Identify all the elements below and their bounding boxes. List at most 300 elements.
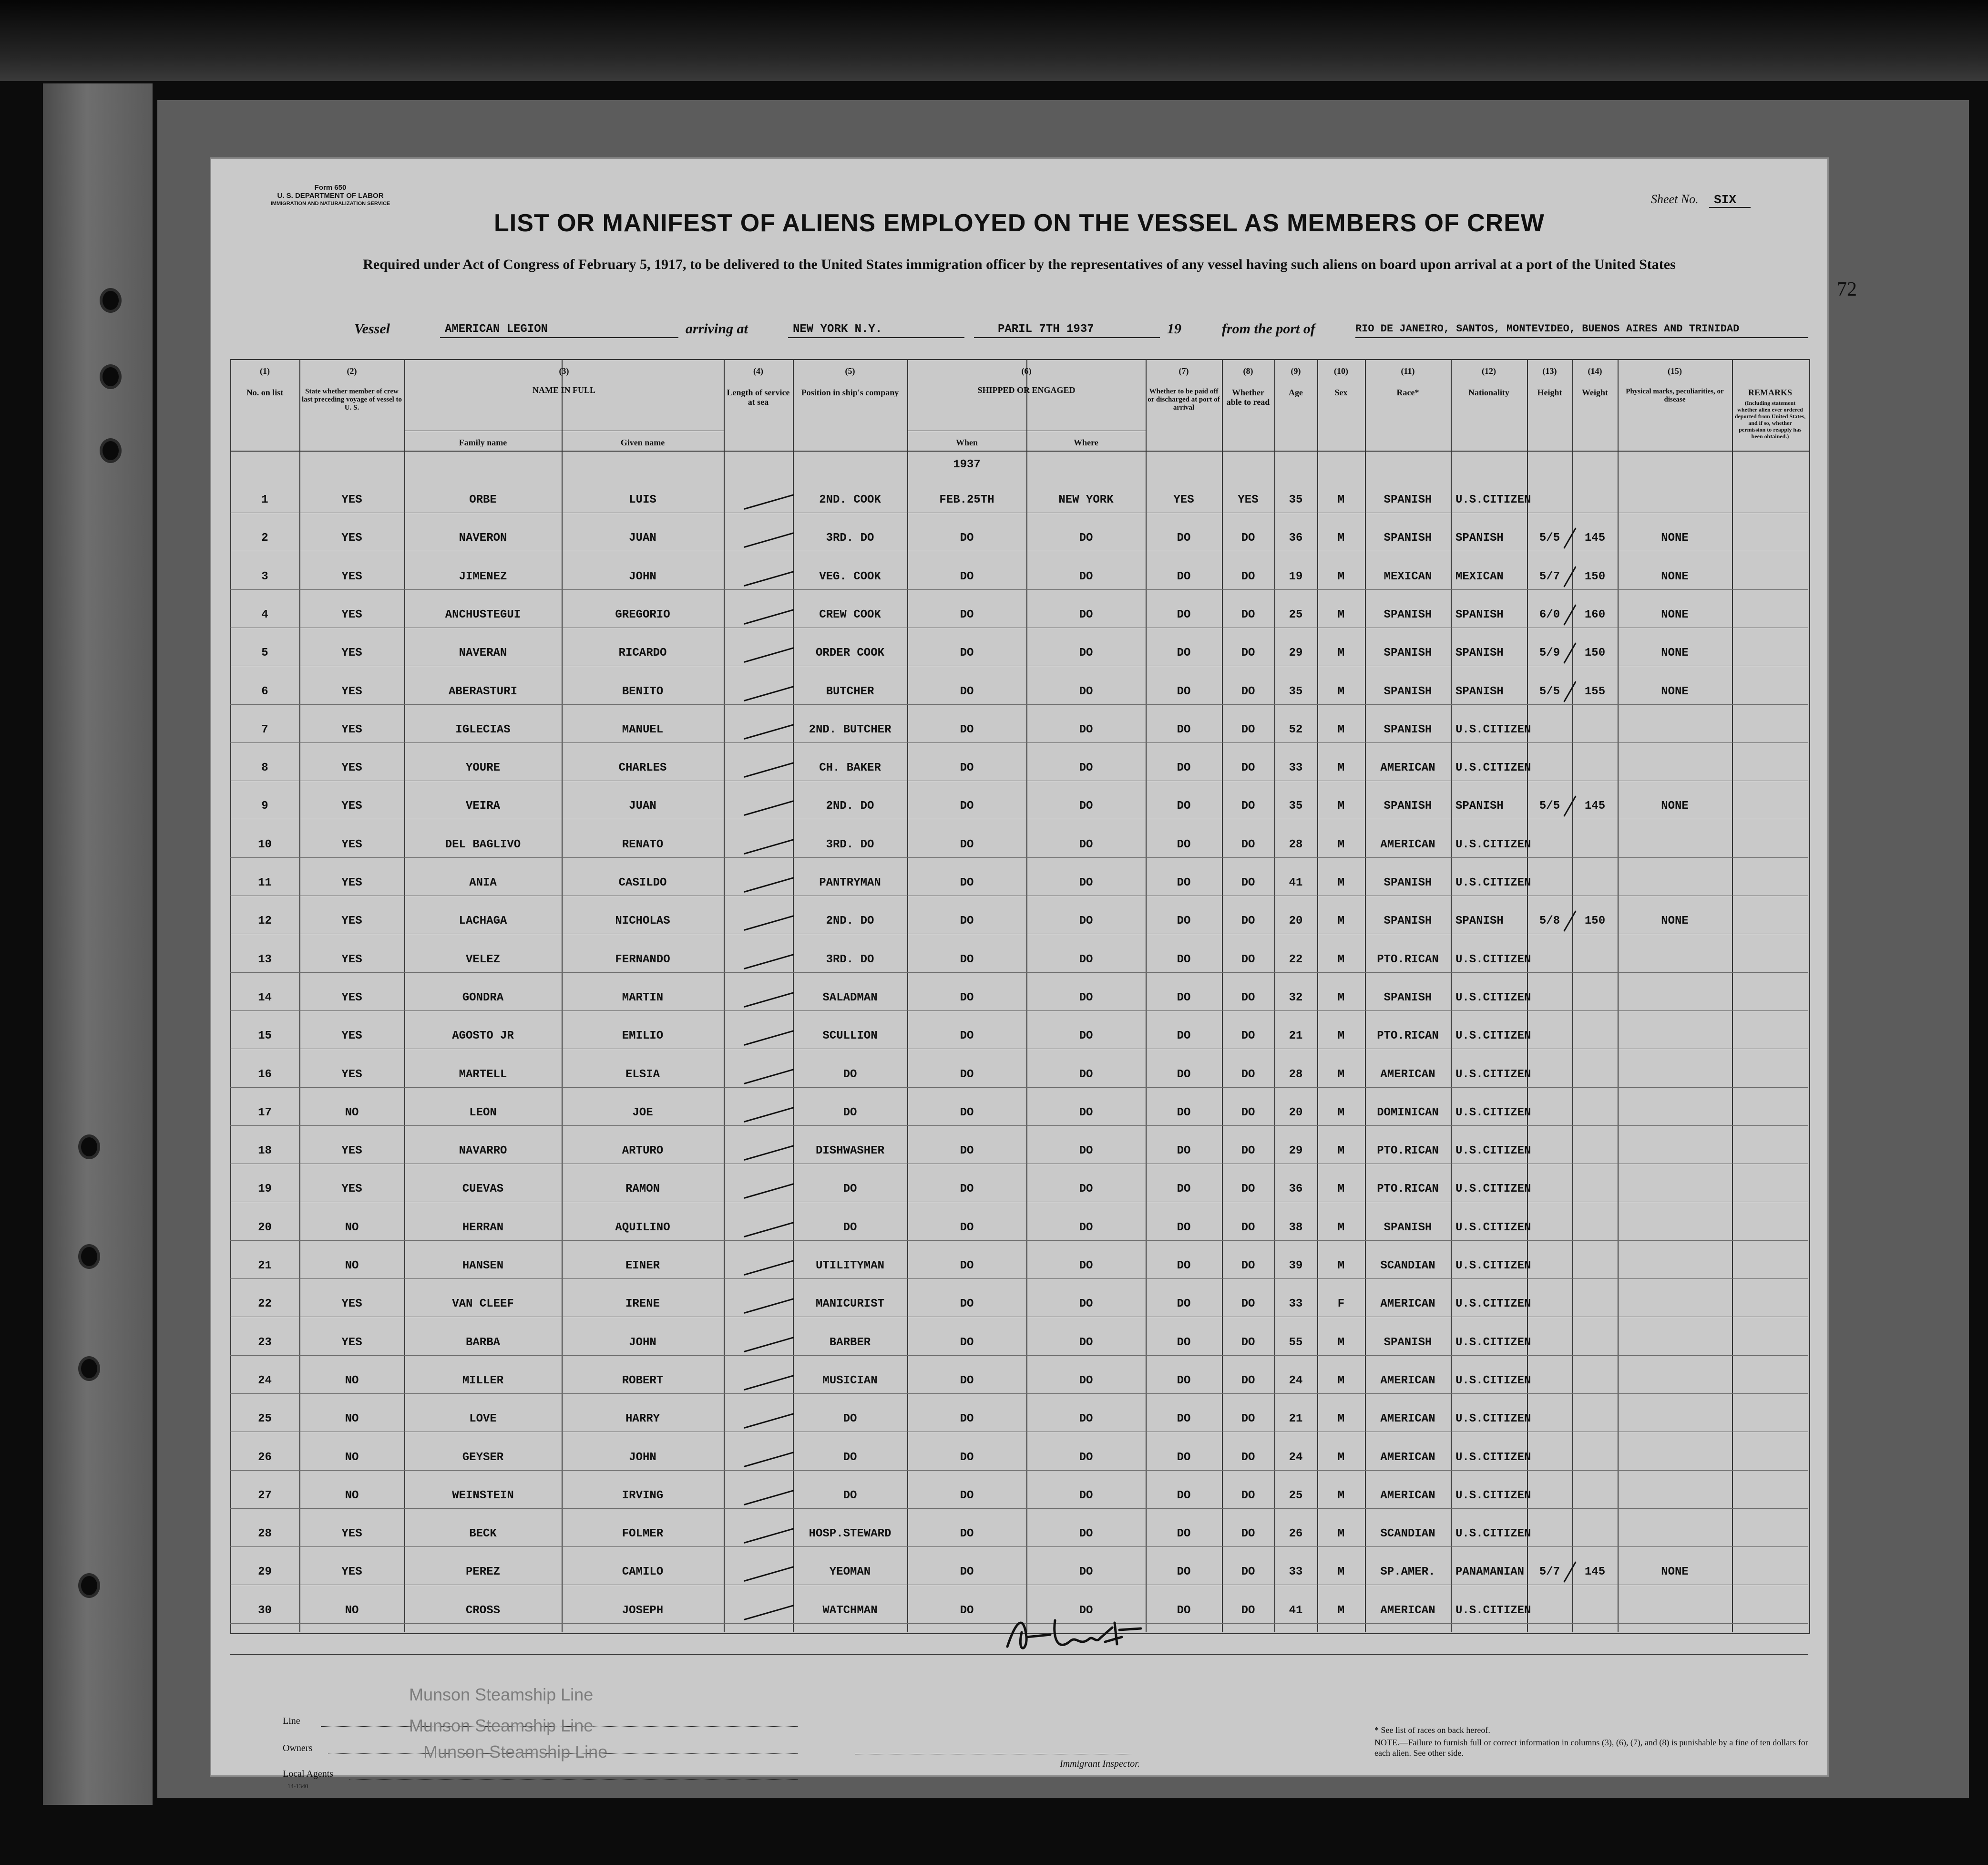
crew-position-cell: DO bbox=[843, 1451, 857, 1464]
crew-race-cell: PTO.RICAN bbox=[1377, 1030, 1439, 1043]
crew-no-cell: 8 bbox=[261, 762, 268, 775]
crew-family-cell: ORBE bbox=[469, 494, 497, 506]
agents-label: Local Agents bbox=[283, 1769, 334, 1779]
crew-nationality-cell: U.S.CITIZEN bbox=[1455, 838, 1531, 851]
crew-given-cell: RICARDO bbox=[618, 647, 667, 660]
crew-paid-cell: DO bbox=[1177, 1144, 1191, 1158]
crew-age-cell: 33 bbox=[1289, 762, 1303, 775]
service-name: IMMIGRATION AND NATURALIZATION SERVICE bbox=[270, 201, 390, 206]
arriving-label: arriving at bbox=[686, 321, 748, 337]
crew-when-cell: DO bbox=[960, 838, 974, 851]
crew-read-cell: DO bbox=[1241, 838, 1255, 851]
crew-race-cell: MEXICAN bbox=[1383, 570, 1432, 583]
crew-no-cell: 19 bbox=[258, 1183, 272, 1196]
crew-nationality-cell: U.S.CITIZEN bbox=[1455, 723, 1531, 736]
crew-given-cell: IRVING bbox=[622, 1489, 664, 1502]
crew-sex-cell: M bbox=[1337, 1183, 1345, 1196]
row-rule bbox=[230, 1278, 1808, 1279]
crew-age-cell: 25 bbox=[1289, 1489, 1303, 1502]
port-label: from the port of bbox=[1222, 321, 1315, 337]
crew-given-cell: JOHN bbox=[629, 1451, 656, 1464]
crew-age-cell: 25 bbox=[1289, 608, 1303, 621]
crew-race-cell: SPANISH bbox=[1383, 532, 1432, 545]
column-header: NAME IN FULL bbox=[532, 385, 595, 395]
crew-given-cell: MANUEL bbox=[622, 723, 664, 736]
crew-nationality-cell: U.S.CITIZEN bbox=[1455, 1106, 1531, 1119]
crew-nationality-cell: SPANISH bbox=[1455, 608, 1504, 621]
crew-where-cell: DO bbox=[1079, 876, 1093, 889]
crew-given-cell: LUIS bbox=[629, 494, 656, 506]
crew-nationality-cell: U.S.CITIZEN bbox=[1455, 991, 1531, 1004]
crew-height-cell: 5/9 bbox=[1539, 647, 1560, 660]
column-header: Physical marks, peculiarities, or disease bbox=[1626, 388, 1724, 403]
crew-position-cell: MANICURIST bbox=[815, 1298, 885, 1311]
crew-family-cell: AGOSTO JR bbox=[452, 1030, 514, 1043]
crew-position-cell: BUTCHER bbox=[826, 685, 874, 698]
crew-weight-cell: 150 bbox=[1584, 570, 1606, 583]
crew-read-cell: DO bbox=[1241, 723, 1255, 736]
crew-given-cell: AQUILINO bbox=[615, 1221, 670, 1234]
crew-paid-cell: DO bbox=[1177, 1336, 1191, 1349]
crew-paid-cell: DO bbox=[1177, 1106, 1191, 1119]
crew-no-cell: 28 bbox=[258, 1527, 272, 1541]
column-number: (3) bbox=[559, 366, 569, 376]
crew-age-cell: 20 bbox=[1289, 915, 1303, 928]
crew-marks-cell: NONE bbox=[1661, 800, 1689, 813]
crew-age-cell: 55 bbox=[1289, 1336, 1303, 1349]
column-number: (5) bbox=[845, 366, 855, 376]
crew-given-cell: JUAN bbox=[629, 800, 656, 813]
column-header: SHIPPED OR ENGAGED bbox=[977, 385, 1076, 395]
crew-paid-cell: DO bbox=[1177, 1183, 1191, 1196]
crew-sex-cell: M bbox=[1337, 1412, 1345, 1426]
column-number: (7) bbox=[1178, 366, 1189, 376]
crew-age-cell: 35 bbox=[1289, 685, 1303, 698]
crew-paid-cell: DO bbox=[1177, 1412, 1191, 1426]
crew-sex-cell: M bbox=[1337, 1221, 1345, 1234]
crew-where-cell: DO bbox=[1079, 1566, 1093, 1579]
crew-no-cell: 16 bbox=[258, 1068, 272, 1081]
crew-height-cell: 6/0 bbox=[1539, 608, 1560, 621]
crew-read-cell: DO bbox=[1241, 685, 1255, 698]
crew-where-cell: DO bbox=[1079, 685, 1093, 698]
crew-given-cell: JOE bbox=[632, 1106, 653, 1119]
form-header-block bbox=[254, 184, 407, 208]
crew-paid-cell: DO bbox=[1177, 1374, 1191, 1387]
column-divider bbox=[1451, 359, 1452, 1632]
crew-given-cell: RAMON bbox=[625, 1183, 660, 1196]
crew-sex-cell: M bbox=[1337, 647, 1345, 660]
crew-nationality-cell: SPANISH bbox=[1455, 532, 1504, 545]
crew-race-cell: SPANISH bbox=[1383, 991, 1432, 1004]
crew-paid-cell: DO bbox=[1177, 570, 1191, 583]
crew-height-cell: 5/5 bbox=[1539, 800, 1560, 813]
crew-race-cell: SCANDIAN bbox=[1380, 1259, 1435, 1272]
crew-race-cell: PTO.RICAN bbox=[1377, 1144, 1439, 1158]
crew-weight-cell: 150 bbox=[1584, 647, 1606, 660]
crew-where-cell: DO bbox=[1079, 953, 1093, 966]
agents-code: 14-1340 bbox=[287, 1783, 308, 1790]
crew-position-cell: CH. BAKER bbox=[819, 762, 881, 775]
crew-position-cell: 2ND. BUTCHER bbox=[809, 723, 892, 736]
crew-read-cell: DO bbox=[1241, 876, 1255, 889]
crew-position-cell: MUSICIAN bbox=[822, 1374, 878, 1387]
department-name: U. S. DEPARTMENT OF LABOR bbox=[277, 192, 384, 200]
crew-where-cell: DO bbox=[1079, 762, 1093, 775]
page-number: 72 bbox=[1837, 278, 1857, 300]
crew-age-cell: 21 bbox=[1289, 1412, 1303, 1426]
crew-age-cell: 29 bbox=[1289, 1144, 1303, 1158]
crew-age-cell: 28 bbox=[1289, 1068, 1303, 1081]
crew-paid-cell: DO bbox=[1177, 1489, 1191, 1502]
crew-age-cell: 36 bbox=[1289, 532, 1303, 545]
crew-race-cell: AMERICAN bbox=[1380, 1604, 1435, 1617]
crew-no-cell: 5 bbox=[261, 647, 268, 660]
crew-read-cell: DO bbox=[1241, 1527, 1255, 1541]
column-header: Whether to be paid off or discharged at port of arrival bbox=[1148, 388, 1220, 412]
crew-given-cell: JOSEPH bbox=[622, 1604, 664, 1617]
crew-age-cell: 35 bbox=[1289, 494, 1303, 506]
inspector-label: Immigrant Inspector. bbox=[1060, 1759, 1140, 1769]
crew-when-cell: DO bbox=[960, 876, 974, 889]
crew-nationality-cell: U.S.CITIZEN bbox=[1455, 1298, 1531, 1311]
crew-family-cell: ANCHUSTEGUI bbox=[445, 608, 521, 621]
crew-nationality-cell: SPANISH bbox=[1455, 685, 1504, 698]
crew-given-cell: EINER bbox=[625, 1259, 660, 1272]
crew-race-cell: SPANISH bbox=[1383, 1221, 1432, 1234]
crew-sex-cell: M bbox=[1337, 1451, 1345, 1464]
vessel-label: Vessel bbox=[354, 321, 390, 337]
crew-no-cell: 7 bbox=[261, 723, 268, 736]
crew-sex-cell: M bbox=[1337, 1259, 1345, 1272]
crew-when-cell: DO bbox=[960, 1374, 974, 1387]
crew-family-cell: VELEZ bbox=[465, 953, 500, 966]
crew-prev-cell: NO bbox=[345, 1489, 359, 1502]
crew-when-cell: DO bbox=[960, 1489, 974, 1502]
crew-family-cell: GEYSER bbox=[462, 1451, 504, 1464]
crew-age-cell: 52 bbox=[1289, 723, 1303, 736]
crew-when-cell: DO bbox=[960, 1566, 974, 1579]
vessel-name: AMERICAN LEGION bbox=[445, 323, 548, 336]
crew-sex-cell: M bbox=[1337, 1374, 1345, 1387]
crew-where-cell: DO bbox=[1079, 838, 1093, 851]
crew-given-cell: CASILDO bbox=[618, 876, 667, 889]
column-header: Position in ship's company bbox=[801, 388, 899, 397]
crew-sex-cell: M bbox=[1337, 1336, 1345, 1349]
crew-where-cell: DO bbox=[1079, 1068, 1093, 1081]
crew-sex-cell: M bbox=[1337, 608, 1345, 621]
crew-paid-cell: DO bbox=[1177, 838, 1191, 851]
crew-paid-cell: YES bbox=[1173, 494, 1194, 506]
column-header: REMARKS bbox=[1748, 388, 1792, 397]
crew-height-cell: 5/5 bbox=[1539, 532, 1560, 545]
row-rule bbox=[230, 589, 1808, 590]
crew-age-cell: 24 bbox=[1289, 1451, 1303, 1464]
punch-hole bbox=[102, 441, 119, 460]
crew-where-cell: DO bbox=[1079, 1030, 1093, 1043]
crew-height-cell: 5/7 bbox=[1539, 1566, 1560, 1579]
crew-sex-cell: M bbox=[1337, 915, 1345, 928]
crew-race-cell: SPANISH bbox=[1383, 1336, 1432, 1349]
column-number: (15) bbox=[1668, 366, 1682, 376]
crew-nationality-cell: U.S.CITIZEN bbox=[1455, 1259, 1531, 1272]
crew-when-cell: DO bbox=[960, 800, 974, 813]
crew-prev-cell: YES bbox=[341, 1336, 362, 1349]
crew-race-cell: AMERICAN bbox=[1380, 762, 1435, 775]
crew-nationality-cell: U.S.CITIZEN bbox=[1455, 494, 1531, 506]
crew-paid-cell: DO bbox=[1177, 1030, 1191, 1043]
crew-when-cell: DO bbox=[960, 991, 974, 1004]
crew-prev-cell: YES bbox=[341, 838, 362, 851]
crew-position-cell: 3RD. DO bbox=[826, 532, 874, 545]
page-subtitle: Required under Act of Congress of February 5, 1917, to be delivered to the United States immigration officer by the representatives of any vessel having such aliens on board upon arrival at a port of the United States bbox=[363, 257, 1676, 272]
crew-when-cell: DO bbox=[960, 1144, 974, 1158]
crew-age-cell: 28 bbox=[1289, 838, 1303, 851]
crew-prev-cell: YES bbox=[341, 1527, 362, 1541]
crew-given-cell: HARRY bbox=[625, 1412, 660, 1426]
crew-family-cell: NAVERAN bbox=[459, 647, 507, 660]
punch-hole bbox=[102, 367, 119, 386]
crew-marks-cell: NONE bbox=[1661, 685, 1689, 698]
crew-prev-cell: NO bbox=[345, 1221, 359, 1234]
crew-nationality-cell: MEXICAN bbox=[1455, 570, 1504, 583]
crew-no-cell: 4 bbox=[261, 608, 268, 621]
crew-where-cell: DO bbox=[1079, 647, 1093, 660]
crew-nationality-cell: U.S.CITIZEN bbox=[1455, 1489, 1531, 1502]
crew-prev-cell: YES bbox=[341, 1183, 362, 1196]
row-rule bbox=[230, 1508, 1808, 1509]
crew-no-cell: 20 bbox=[258, 1221, 272, 1234]
arrival-port: NEW YORK N.Y. bbox=[793, 323, 882, 336]
crew-sex-cell: M bbox=[1337, 570, 1345, 583]
crew-no-cell: 13 bbox=[258, 953, 272, 966]
crew-where-cell: DO bbox=[1079, 1298, 1093, 1311]
row-rule bbox=[230, 972, 1808, 973]
crew-paid-cell: DO bbox=[1177, 1527, 1191, 1541]
punch-hole bbox=[102, 291, 119, 310]
crew-paid-cell: DO bbox=[1177, 915, 1191, 928]
crew-given-cell: NICHOLAS bbox=[615, 915, 670, 928]
crew-race-cell: PTO.RICAN bbox=[1377, 953, 1439, 966]
crew-family-cell: HANSEN bbox=[462, 1259, 504, 1272]
crew-position-cell: WATCHMAN bbox=[822, 1604, 878, 1617]
column-number: (8) bbox=[1243, 366, 1253, 376]
crew-given-cell: CAMILO bbox=[622, 1566, 664, 1579]
crew-position-cell: ORDER COOK bbox=[815, 647, 885, 660]
crew-family-cell: GONDRA bbox=[462, 991, 504, 1004]
crew-when-cell: DO bbox=[960, 1030, 974, 1043]
crew-race-cell: SCANDIAN bbox=[1380, 1527, 1435, 1541]
crew-paid-cell: DO bbox=[1177, 723, 1191, 736]
crew-sex-cell: M bbox=[1337, 1144, 1345, 1158]
crew-read-cell: DO bbox=[1241, 1489, 1255, 1502]
crew-age-cell: 38 bbox=[1289, 1221, 1303, 1234]
crew-where-cell: DO bbox=[1079, 1221, 1093, 1234]
crew-when-cell: DO bbox=[960, 685, 974, 698]
crew-given-cell: EMILIO bbox=[622, 1030, 664, 1043]
crew-prev-cell: YES bbox=[341, 685, 362, 698]
crew-when-cell: FEB.25TH bbox=[939, 494, 994, 506]
crew-given-cell: BENITO bbox=[622, 685, 664, 698]
binder-edge bbox=[43, 83, 153, 1805]
crew-sex-cell: M bbox=[1337, 494, 1345, 506]
crew-prev-cell: NO bbox=[345, 1259, 359, 1272]
owners-label: Owners bbox=[283, 1743, 313, 1753]
crew-paid-cell: DO bbox=[1177, 1604, 1191, 1617]
crew-nationality-cell: U.S.CITIZEN bbox=[1455, 1144, 1531, 1158]
sheet-label: Sheet No. bbox=[1651, 192, 1699, 206]
crew-sex-cell: M bbox=[1337, 1604, 1345, 1617]
fine-note: NOTE.—Failure to furnish full or correct information in columns (3), (6), (7), and (8) is punishable by a fine of ten dollars for each alien. See other side. bbox=[1374, 1738, 1808, 1758]
crew-marks-cell: NONE bbox=[1661, 1566, 1689, 1579]
crew-given-cell: RENATO bbox=[622, 838, 664, 851]
crew-no-cell: 29 bbox=[258, 1566, 272, 1579]
crew-family-cell: CUEVAS bbox=[462, 1183, 504, 1196]
crew-where-cell: DO bbox=[1079, 991, 1093, 1004]
crew-where-cell: DO bbox=[1079, 1412, 1093, 1426]
crew-prev-cell: YES bbox=[341, 494, 362, 506]
crew-family-cell: IGLECIAS bbox=[455, 723, 511, 736]
crew-prev-cell: YES bbox=[341, 991, 362, 1004]
owner-stamp: Munson Steamship Line bbox=[409, 1716, 594, 1735]
crew-read-cell: DO bbox=[1241, 570, 1255, 583]
row-rule bbox=[230, 1125, 1808, 1126]
crew-where-cell: DO bbox=[1079, 1106, 1093, 1119]
column-number: (10) bbox=[1334, 366, 1348, 376]
crew-race-cell: AMERICAN bbox=[1380, 1298, 1435, 1311]
crew-sex-cell: M bbox=[1337, 1566, 1345, 1579]
crew-where-cell: DO bbox=[1079, 532, 1093, 545]
crew-weight-cell: 145 bbox=[1584, 800, 1606, 813]
crew-prev-cell: NO bbox=[345, 1604, 359, 1617]
crew-prev-cell: YES bbox=[341, 647, 362, 660]
crew-race-cell: SPANISH bbox=[1383, 608, 1432, 621]
column-number: (1) bbox=[260, 366, 270, 376]
crew-sex-cell: M bbox=[1337, 532, 1345, 545]
column-number: (12) bbox=[1482, 366, 1496, 376]
crew-no-cell: 24 bbox=[258, 1374, 272, 1387]
crew-when-cell: DO bbox=[960, 762, 974, 775]
crew-sex-cell: M bbox=[1337, 838, 1345, 851]
crew-race-cell: PTO.RICAN bbox=[1377, 1183, 1439, 1196]
crew-no-cell: 10 bbox=[258, 838, 272, 851]
column-header: Length of service at sea bbox=[727, 388, 790, 407]
punch-hole bbox=[81, 1247, 97, 1266]
crew-nationality-cell: PANAMANIAN bbox=[1455, 1566, 1525, 1579]
crew-age-cell: 32 bbox=[1289, 991, 1303, 1004]
crew-paid-cell: DO bbox=[1177, 1221, 1191, 1234]
crew-sex-cell: M bbox=[1337, 991, 1345, 1004]
crew-when-cell: DO bbox=[960, 915, 974, 928]
column-number: (2) bbox=[347, 366, 357, 376]
crew-paid-cell: DO bbox=[1177, 876, 1191, 889]
column-header: State whether member of crew last preceding voyage of vessel to U. S. bbox=[301, 388, 402, 412]
crew-given-cell: JOHN bbox=[629, 570, 656, 583]
crew-where-cell: DO bbox=[1079, 1336, 1093, 1349]
row-rule bbox=[230, 1470, 1808, 1471]
row-rule bbox=[230, 857, 1808, 858]
crew-nationality-cell: U.S.CITIZEN bbox=[1455, 1527, 1531, 1541]
crew-nationality-cell: U.S.CITIZEN bbox=[1455, 1336, 1531, 1349]
crew-marks-cell: NONE bbox=[1661, 915, 1689, 928]
crew-when-cell: DO bbox=[960, 1106, 974, 1119]
crew-nationality-cell: SPANISH bbox=[1455, 800, 1504, 813]
crew-race-cell: SPANISH bbox=[1383, 876, 1432, 889]
crew-prev-cell: YES bbox=[341, 762, 362, 775]
crew-read-cell: DO bbox=[1241, 1412, 1255, 1426]
crew-prev-cell: YES bbox=[341, 570, 362, 583]
crew-age-cell: 41 bbox=[1289, 1604, 1303, 1617]
crew-paid-cell: DO bbox=[1177, 647, 1191, 660]
column-header: Race* bbox=[1396, 388, 1419, 397]
crew-where-cell: DO bbox=[1079, 570, 1093, 583]
crew-when-cell: DO bbox=[960, 1183, 974, 1196]
crew-no-cell: 27 bbox=[258, 1489, 272, 1502]
crew-weight-cell: 145 bbox=[1584, 1566, 1606, 1579]
crew-no-cell: 30 bbox=[258, 1604, 272, 1617]
crew-where-cell: DO bbox=[1079, 1451, 1093, 1464]
crew-prev-cell: YES bbox=[341, 1298, 362, 1311]
crew-position-cell: DO bbox=[843, 1489, 857, 1502]
crew-read-cell: DO bbox=[1241, 1604, 1255, 1617]
row-rule bbox=[230, 1546, 1808, 1547]
inspector-signature bbox=[998, 1608, 1150, 1661]
row-rule bbox=[230, 742, 1808, 743]
crew-where-cell: DO bbox=[1079, 1604, 1093, 1617]
film-top-edge bbox=[0, 0, 1988, 81]
crew-prev-cell: NO bbox=[345, 1451, 359, 1464]
crew-marks-cell: NONE bbox=[1661, 570, 1689, 583]
crew-read-cell: DO bbox=[1241, 953, 1255, 966]
crew-family-cell: NAVERON bbox=[459, 532, 507, 545]
crew-sex-cell: M bbox=[1337, 1068, 1345, 1081]
crew-when-cell: DO bbox=[960, 1527, 974, 1541]
owner-stamp: Munson Steamship Line bbox=[409, 1685, 594, 1704]
crew-race-cell: AMERICAN bbox=[1380, 838, 1435, 851]
crew-age-cell: 29 bbox=[1289, 647, 1303, 660]
crew-paid-cell: DO bbox=[1177, 685, 1191, 698]
crew-race-cell: AMERICAN bbox=[1380, 1489, 1435, 1502]
crew-given-cell: ELSIA bbox=[625, 1068, 660, 1081]
crew-prev-cell: YES bbox=[341, 915, 362, 928]
crew-prev-cell: YES bbox=[341, 1566, 362, 1579]
crew-no-cell: 18 bbox=[258, 1144, 272, 1158]
crew-read-cell: DO bbox=[1241, 1259, 1255, 1272]
crew-position-cell: VEG. COOK bbox=[819, 570, 881, 583]
crew-family-cell: PEREZ bbox=[465, 1566, 500, 1579]
crew-nationality-cell: SPANISH bbox=[1455, 647, 1504, 660]
crew-family-cell: CROSS bbox=[465, 1604, 500, 1617]
sub-header-family-name: Family name bbox=[459, 438, 507, 447]
crew-given-cell: IRENE bbox=[625, 1298, 660, 1311]
crew-position-cell: CREW COOK bbox=[819, 608, 881, 621]
crew-sex-cell: F bbox=[1337, 1298, 1345, 1311]
crew-when-cell: DO bbox=[960, 723, 974, 736]
crew-prev-cell: YES bbox=[341, 876, 362, 889]
crew-prev-cell: YES bbox=[341, 1068, 362, 1081]
row-rule bbox=[230, 1087, 1808, 1088]
crew-no-cell: 2 bbox=[261, 532, 268, 545]
crew-paid-cell: DO bbox=[1177, 1068, 1191, 1081]
crew-nationality-cell: SPANISH bbox=[1455, 915, 1504, 928]
crew-position-cell: DO bbox=[843, 1183, 857, 1196]
sheet-value: SIX bbox=[1709, 193, 1751, 208]
crew-family-cell: HERRAN bbox=[462, 1221, 504, 1234]
crew-position-cell: 2ND. DO bbox=[826, 800, 874, 813]
row-rule bbox=[230, 1393, 1808, 1394]
crew-family-cell: BARBA bbox=[465, 1336, 500, 1349]
crew-read-cell: DO bbox=[1241, 1068, 1255, 1081]
